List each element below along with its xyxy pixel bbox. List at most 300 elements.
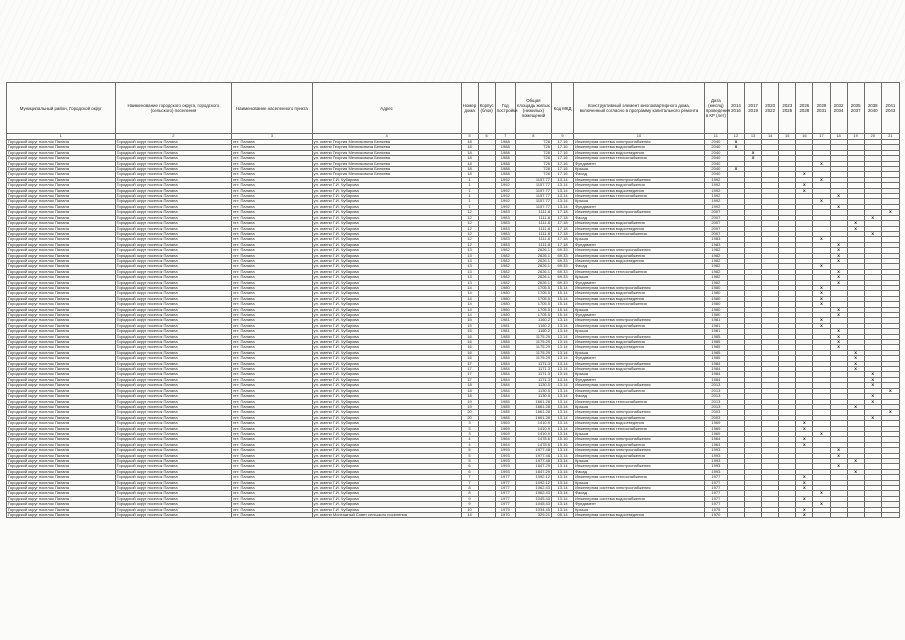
table-cell: 2040 bbox=[704, 140, 727, 145]
column-number: 15 bbox=[779, 134, 796, 140]
table-cell: Городской округ поселок Палана bbox=[115, 285, 232, 290]
table-cell: ул. имени Г.И. Чубарова bbox=[312, 437, 461, 442]
table-cell: 1092.12 bbox=[515, 475, 551, 480]
table-cell: 18 bbox=[461, 156, 478, 161]
table-cell: Городской округ поселок Палана bbox=[115, 475, 232, 480]
table-cell: Инженерная система теплоснабжения bbox=[574, 302, 705, 307]
table-cell: ул. имени Г.И. Чубарова bbox=[312, 204, 461, 209]
table-cell: 1175.29 bbox=[515, 334, 551, 339]
table-cell: 12 bbox=[461, 221, 478, 226]
table-cell: 3 bbox=[461, 426, 478, 431]
table-cell: ул. имени Г.И. Чубарова bbox=[312, 210, 461, 215]
table-cell: пгт. Палана bbox=[232, 464, 312, 469]
table-cell: 1993 bbox=[495, 448, 515, 453]
table-cell: 1975 bbox=[704, 507, 727, 512]
table-cell: Инженерная система электроснабжения bbox=[574, 383, 705, 388]
table-cell: 2040 bbox=[704, 167, 727, 172]
period-mark-cell: X bbox=[796, 188, 813, 193]
table-cell: 1478.6 bbox=[515, 442, 551, 447]
table-cell: 726 bbox=[515, 145, 551, 150]
table-cell: Городской округ поселок Палана bbox=[115, 388, 232, 393]
period-mark-cell: X bbox=[830, 464, 847, 469]
table-cell: Городской округ поселок Палана bbox=[115, 188, 232, 193]
column-header: 2035 2037 bbox=[847, 83, 864, 134]
table-cell: 726 bbox=[515, 172, 551, 177]
column-header: Наименование городского округа, городского (сельского) поселения bbox=[115, 83, 232, 134]
table-cell: 1 bbox=[461, 199, 478, 204]
table-cell: пгт. Палана bbox=[232, 399, 312, 404]
table-cell: Городской округ поселок Палана bbox=[7, 307, 116, 312]
table-cell: Фундамент bbox=[574, 502, 705, 507]
column-number: 18 bbox=[830, 134, 847, 140]
table-cell: 1980 bbox=[495, 302, 515, 307]
table-cell: 1981 bbox=[495, 318, 515, 323]
table-cell: 17.18 bbox=[551, 231, 573, 236]
table-cell: 17.16 bbox=[551, 150, 573, 155]
table-cell: 1982 bbox=[704, 253, 727, 258]
table-cell: 1964 bbox=[704, 442, 727, 447]
table-cell: ул. имени Г.И. Чубарова bbox=[312, 199, 461, 204]
period-mark-cell: X bbox=[830, 334, 847, 339]
table-cell: ул. имени Г.И. Чубарова bbox=[312, 307, 461, 312]
table-cell: 1705.5 bbox=[515, 307, 551, 312]
table-cell: 15 bbox=[461, 323, 478, 328]
table-cell: 13.14 bbox=[551, 383, 573, 388]
table-cell: 1992 bbox=[495, 194, 515, 199]
table-cell: 1980 bbox=[495, 296, 515, 301]
table-cell: 1992 bbox=[704, 194, 727, 199]
table-cell: 13.14 bbox=[551, 480, 573, 485]
table-cell: 13 bbox=[461, 258, 478, 263]
table-cell: Крыша bbox=[574, 404, 705, 409]
table-cell: 12 bbox=[461, 226, 478, 231]
table-cell: ул. имени Г.И. Чубарова bbox=[312, 291, 461, 296]
table-cell: Городской округ поселок Палана bbox=[115, 183, 232, 188]
table-cell: Городской округ поселок Палана bbox=[7, 453, 116, 458]
period-mark-cell: X bbox=[847, 226, 864, 231]
table-cell: 15 bbox=[461, 329, 478, 334]
table-cell: 17 bbox=[461, 377, 478, 382]
table-cell: 13.14 bbox=[551, 475, 573, 480]
table-cell: 17.16 bbox=[551, 156, 573, 161]
table-cell: пгт. Палана bbox=[232, 458, 312, 463]
table-cell: 1982 bbox=[704, 248, 727, 253]
table-cell: 1993 bbox=[704, 458, 727, 463]
table-cell: Городской округ поселок Палана bbox=[7, 242, 116, 247]
table-cell: пгт. Палана bbox=[232, 383, 312, 388]
table-cell: 3 bbox=[461, 421, 478, 426]
table-cell: 1993 bbox=[495, 458, 515, 463]
table-cell: Городской округ поселок Палана bbox=[7, 237, 116, 242]
table-cell: 1983 bbox=[495, 237, 515, 242]
table-cell: ул. имени Г.И. Чубарова bbox=[312, 221, 461, 226]
table-cell: Инженерная система водоотведения bbox=[574, 188, 705, 193]
table-cell: 1130.5 bbox=[515, 394, 551, 399]
table-cell: Городской округ поселок Палана bbox=[115, 345, 232, 350]
scan-margin bbox=[0, 0, 905, 82]
table-cell: 1980 bbox=[495, 285, 515, 290]
table-cell: ул. имени Георгия Мечниковича Беляева bbox=[312, 140, 461, 145]
table-cell: Городской округ поселок Палана bbox=[115, 237, 232, 242]
table-cell: 14 bbox=[461, 291, 478, 296]
table-cell: 1981 bbox=[704, 323, 727, 328]
table-cell: 1985 bbox=[495, 340, 515, 345]
table-cell: 17.18 bbox=[551, 210, 573, 215]
table-cell: Инженерная система водоотведения bbox=[574, 513, 705, 518]
table-cell: пгт. Палана bbox=[232, 437, 312, 442]
period-mark-cell: X bbox=[864, 415, 881, 420]
period-mark-cell: X bbox=[830, 275, 847, 280]
table-cell: ул. имени Г.И. Чубарова bbox=[312, 383, 461, 388]
table-cell: 1982 bbox=[704, 258, 727, 263]
table-cell: Городской округ поселок Палана bbox=[115, 448, 232, 453]
table-cell: пгт. Палана bbox=[232, 210, 312, 215]
table-cell: 1985 bbox=[495, 404, 515, 409]
table-cell: 1160.2 bbox=[515, 318, 551, 323]
table-cell: 1478.6 bbox=[515, 437, 551, 442]
table-cell: Крыша bbox=[574, 167, 705, 172]
table-cell: Городской округ поселок Палана bbox=[115, 215, 232, 220]
table-cell: ул. имени Г.И. Чубарова bbox=[312, 253, 461, 258]
table-cell: 1175.29 bbox=[515, 350, 551, 355]
period-mark-cell: X bbox=[813, 302, 830, 307]
table-cell: Фундамент bbox=[574, 313, 705, 318]
table-cell: 1975 bbox=[495, 507, 515, 512]
table-cell: 12 bbox=[461, 242, 478, 247]
table-cell: Городской округ поселок Палана bbox=[7, 464, 116, 469]
table-cell: 726 bbox=[515, 161, 551, 166]
table-cell: 13.14 bbox=[551, 318, 573, 323]
period-mark-cell bbox=[745, 513, 762, 518]
table-cell: 69.33 bbox=[551, 264, 573, 269]
table-cell: Инженерная система теплоснабжения bbox=[574, 194, 705, 199]
period-mark-cell: X bbox=[796, 421, 813, 426]
table-cell: 9 bbox=[461, 496, 478, 501]
table-cell: Инженерная система водоотведения bbox=[574, 226, 705, 231]
table-cell: Городской округ поселок Палана bbox=[7, 313, 116, 318]
table-cell: Городской округ поселок Палана bbox=[7, 140, 116, 145]
table-cell: 14 bbox=[461, 313, 478, 318]
table-cell: Городской округ поселок Палана bbox=[7, 285, 116, 290]
table-cell: Городской округ поселок Палана bbox=[7, 404, 116, 409]
table-cell: 17.16 bbox=[551, 167, 573, 172]
column-number: 13 bbox=[745, 134, 762, 140]
table-cell: пгт. Палана bbox=[232, 340, 312, 345]
table-cell: пгт. Палана bbox=[232, 285, 312, 290]
table-cell: 1 bbox=[461, 177, 478, 182]
table-cell: ул. имени Г.И. Чубарова bbox=[312, 318, 461, 323]
table-cell: пгт. Палана bbox=[232, 215, 312, 220]
table-cell: 1984 bbox=[495, 383, 515, 388]
column-number: 11 bbox=[704, 134, 727, 140]
table-cell: Городской округ поселок Палана bbox=[115, 329, 232, 334]
table-cell: Фундамент bbox=[574, 377, 705, 382]
table-cell: 17.18 bbox=[551, 237, 573, 242]
column-number: 7 bbox=[495, 134, 515, 140]
table-cell: 1970 bbox=[495, 513, 515, 518]
table-cell: ул. имени Георгия Мечниковича Беляева bbox=[312, 150, 461, 155]
period-mark-cell: X bbox=[847, 367, 864, 372]
period-mark-cell: X bbox=[830, 269, 847, 274]
table-cell: 1171.3 bbox=[515, 361, 551, 366]
table-cell: Городской округ поселок Палана bbox=[7, 226, 116, 231]
table-cell: Городской округ поселок Палана bbox=[7, 194, 116, 199]
table-cell: 1982 bbox=[704, 269, 727, 274]
table-cell: 1993 bbox=[495, 453, 515, 458]
table-cell: ул. имени Г.И. Чубарова bbox=[312, 329, 461, 334]
table-cell: 726 bbox=[515, 156, 551, 161]
table-cell: ул. имени Г.И. Чубарова bbox=[312, 431, 461, 436]
table-cell: 2013 bbox=[704, 383, 727, 388]
table-cell: 1977 bbox=[704, 486, 727, 491]
table-cell: 18 bbox=[461, 150, 478, 155]
table-cell: 1980 bbox=[495, 313, 515, 318]
table-cell: ул. имени Г.И. Чубарова bbox=[312, 410, 461, 415]
period-mark-cell: X bbox=[847, 469, 864, 474]
table-cell: 8 bbox=[461, 491, 478, 496]
table-cell: 1 bbox=[461, 183, 478, 188]
table-cell: 17.18 bbox=[551, 221, 573, 226]
table-cell: Инженерная система электроснабжения bbox=[574, 334, 705, 339]
table-cell: ул. имени Г.И. Чубарова bbox=[312, 258, 461, 263]
table-cell: 16 bbox=[461, 356, 478, 361]
table-cell: Городской округ поселок Палана bbox=[7, 399, 116, 404]
table-cell: пгт. Палана bbox=[232, 177, 312, 182]
table-cell: ул. имени Г.И. Чубарова bbox=[312, 426, 461, 431]
table-cell: 17.18 bbox=[551, 226, 573, 231]
table-cell: 13 bbox=[461, 275, 478, 280]
table-cell: 2040 bbox=[704, 161, 727, 166]
period-mark-cell: X bbox=[881, 410, 899, 415]
table-cell: Городской округ поселок Палана bbox=[115, 340, 232, 345]
table-cell: 1985 bbox=[495, 350, 515, 355]
period-mark-cell: X bbox=[847, 356, 864, 361]
table-cell: Городской округ поселок Палана bbox=[115, 464, 232, 469]
column-header: Муниципальный район, Городской округ bbox=[7, 83, 116, 134]
table-cell: 18 bbox=[461, 172, 478, 177]
table-cell: 1982 bbox=[495, 269, 515, 274]
table-cell: пгт. Палана bbox=[232, 307, 312, 312]
table-cell: Городской округ поселок Палана bbox=[115, 177, 232, 182]
table-cell: 13.14 bbox=[551, 415, 573, 420]
table-cell: Городской округ поселок Палана bbox=[115, 334, 232, 339]
period-mark-cell: X bbox=[864, 394, 881, 399]
table-cell: пгт. Палана bbox=[232, 248, 312, 253]
table-cell: 15 bbox=[461, 318, 478, 323]
table-cell: пгт. Палана bbox=[232, 264, 312, 269]
table-cell: 1981 bbox=[495, 329, 515, 334]
table-cell: Городской округ поселок Палана bbox=[7, 188, 116, 193]
table-cell: пгт. Палана bbox=[232, 329, 312, 334]
table-cell: 1985 bbox=[704, 340, 727, 345]
table-cell: Городской округ поселок Палана bbox=[7, 367, 116, 372]
table-cell: 2007 bbox=[704, 215, 727, 220]
table-cell: Городской округ поселок Палана bbox=[7, 388, 116, 393]
table-cell: пгт. Палана bbox=[232, 237, 312, 242]
table-cell: Городской округ поселок Палана bbox=[115, 318, 232, 323]
table-cell: Городской округ поселок Палана bbox=[7, 431, 116, 436]
table-cell: Городской округ поселок Палана bbox=[7, 377, 116, 382]
table-cell: пгт. Палана bbox=[232, 475, 312, 480]
table-cell: Городской округ поселок Палана bbox=[7, 394, 116, 399]
table-cell: 69.33 bbox=[551, 248, 573, 253]
column-number: 10 bbox=[574, 134, 705, 140]
table-cell: Крыша bbox=[574, 458, 705, 463]
table-cell: пгт. Палана bbox=[232, 172, 312, 177]
table-cell: ул. имени Г.И. Чубарова bbox=[312, 280, 461, 285]
table-cell: 20 bbox=[461, 410, 478, 415]
table-cell: пгт. Палана bbox=[232, 253, 312, 258]
table-cell: 13.14 bbox=[551, 377, 573, 382]
column-header: 2029 2031 bbox=[813, 83, 830, 134]
table-cell: 1964 bbox=[704, 437, 727, 442]
table-cell: Городской округ поселок Палана bbox=[115, 172, 232, 177]
table-cell: ул. имени Г.И. Чубарова bbox=[312, 372, 461, 377]
table-cell: Городской округ поселок Палана bbox=[115, 323, 232, 328]
table-cell: 1111.8 bbox=[515, 231, 551, 236]
table-cell: 1175.29 bbox=[515, 340, 551, 345]
table-cell: ул. имени Г.И. Чубарова bbox=[312, 215, 461, 220]
table-cell: 1705.5 bbox=[515, 296, 551, 301]
table-cell: 17.18 bbox=[551, 242, 573, 247]
table-cell: Инженерная система теплоснабжения bbox=[574, 269, 705, 274]
column-number: 19 bbox=[847, 134, 864, 140]
table-cell: Инженерная система водоснабжения bbox=[574, 253, 705, 258]
table-cell: 1985 bbox=[495, 410, 515, 415]
table-cell: 1982 bbox=[495, 275, 515, 280]
table-cell: Инженерная система электроснабжения bbox=[574, 318, 705, 323]
table-cell: ул. имени Г.И. Чубарова bbox=[312, 367, 461, 372]
table-cell: 16 bbox=[461, 350, 478, 355]
table-cell: 13 bbox=[461, 248, 478, 253]
table-cell: Городской округ поселок Палана bbox=[7, 496, 116, 501]
table-cell: пгт. Палана bbox=[232, 161, 312, 166]
table-cell: 1 bbox=[461, 204, 478, 209]
column-number: 3 bbox=[232, 134, 312, 140]
table-cell: 15.16 bbox=[551, 437, 573, 442]
table-cell: 1982 bbox=[495, 248, 515, 253]
table-cell: 1982 bbox=[704, 275, 727, 280]
table-cell: пгт. Палана bbox=[232, 345, 312, 350]
table-cell: Городской округ поселок Палана bbox=[115, 280, 232, 285]
table-cell: 1661.28 bbox=[515, 415, 551, 420]
table-cell: Городской округ поселок Палана bbox=[115, 313, 232, 318]
table-cell: Городской округ поселок Палана bbox=[115, 140, 232, 145]
table-cell: пгт. Палана bbox=[232, 188, 312, 193]
period-mark-cell: X bbox=[881, 210, 899, 215]
table-cell: 1977 bbox=[495, 475, 515, 480]
column-number: 1 bbox=[7, 134, 116, 140]
column-header: Код МКД bbox=[551, 83, 573, 134]
table-cell: Городской округ поселок Палана bbox=[7, 296, 116, 301]
table-cell: 1983 bbox=[495, 231, 515, 236]
table-cell: Городской округ поселок Палана bbox=[115, 437, 232, 442]
table-cell: 13.14 bbox=[551, 426, 573, 431]
table-cell: 1980 bbox=[704, 307, 727, 312]
table-cell: пгт. Палана bbox=[232, 480, 312, 485]
table-cell: ул. имени Г.И. Чубарова bbox=[312, 183, 461, 188]
table-cell: 1988 bbox=[495, 161, 515, 166]
table-cell: ул. имени Г.И. Чубарова bbox=[312, 237, 461, 242]
table-cell: Городской округ поселок Палана bbox=[115, 296, 232, 301]
table-cell: 17.18 bbox=[551, 215, 573, 220]
table-cell: 19 bbox=[461, 399, 478, 404]
table-cell: 1982 bbox=[495, 264, 515, 269]
table-cell: 1984 bbox=[495, 377, 515, 382]
table-cell: 1 bbox=[461, 188, 478, 193]
column-header: Наименование населенного пункта bbox=[232, 83, 312, 134]
table-cell: 1705.5 bbox=[515, 313, 551, 318]
table-cell: 1171.3 bbox=[515, 377, 551, 382]
table-cell: Фундамент bbox=[574, 204, 705, 209]
table-cell: Городской округ поселок Палана bbox=[7, 275, 116, 280]
table-cell: Городской округ поселок Палана bbox=[115, 507, 232, 512]
table-cell: Городской округ поселок Палана bbox=[115, 275, 232, 280]
table-cell: 13 bbox=[461, 253, 478, 258]
table-cell: ул. имени Г.И. Чубарова bbox=[312, 415, 461, 420]
table-cell: Городской округ поселок Палана bbox=[115, 394, 232, 399]
table-cell: 17 bbox=[461, 367, 478, 372]
period-mark-cell: X bbox=[847, 404, 864, 409]
table-cell: 1175.29 bbox=[515, 345, 551, 350]
table-cell: Городской округ поселок Палана bbox=[7, 204, 116, 209]
table-cell: 13.14 bbox=[551, 469, 573, 474]
table-cell: 13.14 bbox=[551, 350, 573, 355]
table-cell: Крыша bbox=[574, 307, 705, 312]
table-row bbox=[7, 513, 900, 518]
period-mark-cell: X bbox=[847, 221, 864, 226]
table-cell: 4 bbox=[461, 442, 478, 447]
table-cell: ул. имени Георгия Мечниковича Беляева bbox=[312, 167, 461, 172]
table-cell: Городской округ поселок Палана bbox=[7, 442, 116, 447]
table-cell: 16 bbox=[461, 334, 478, 339]
table-cell: пгт. Палана bbox=[232, 491, 312, 496]
table-cell: Городской округ поселок Палана bbox=[115, 415, 232, 420]
table-cell: Инженерная система водоотведения bbox=[574, 150, 705, 155]
table-cell: 1981 bbox=[704, 329, 727, 334]
table-header bbox=[7, 83, 900, 140]
table-cell: ул. имени Г.И. Чубарова bbox=[312, 188, 461, 193]
table-cell: пгт. Палана bbox=[232, 361, 312, 366]
column-header: 2020 2022 bbox=[762, 83, 779, 134]
table-cell: 1092.12 bbox=[515, 480, 551, 485]
period-mark-cell: X bbox=[727, 140, 744, 145]
table-cell: Крыша bbox=[574, 372, 705, 377]
table-cell: 1980 bbox=[704, 313, 727, 318]
table-cell: Городской округ поселок Палана bbox=[115, 258, 232, 263]
column-header: 2026 2028 bbox=[796, 83, 813, 134]
table-cell: 2040 bbox=[704, 172, 727, 177]
table-cell: 1175.29 bbox=[515, 356, 551, 361]
table-cell: Городской округ поселок Палана bbox=[115, 426, 232, 431]
table-cell: 1171.3 bbox=[515, 372, 551, 377]
table-cell: Инженерная система электроснабжения bbox=[574, 486, 705, 491]
table-cell: Инженерная система электроснабжения bbox=[574, 177, 705, 182]
period-mark-cell: X bbox=[813, 296, 830, 301]
table-cell: 1969 bbox=[495, 431, 515, 436]
period-mark-cell: X bbox=[796, 513, 813, 518]
table-body bbox=[7, 140, 900, 518]
table-cell: 1992 bbox=[495, 177, 515, 182]
table-cell: ул. имени Георгия Мечниковича Беляева bbox=[312, 156, 461, 161]
table-cell: Инженерная система водоснабжения bbox=[574, 415, 705, 420]
column-header: Дата (месяц) проведения в КР (лет) bbox=[704, 83, 727, 134]
table-cell: 12 bbox=[461, 231, 478, 236]
column-header: Корпус (блок) bbox=[478, 83, 495, 134]
table-cell: 1661.28 bbox=[515, 410, 551, 415]
table-cell: пгт. Палана bbox=[232, 394, 312, 399]
table-cell: 1157.77 bbox=[515, 194, 551, 199]
